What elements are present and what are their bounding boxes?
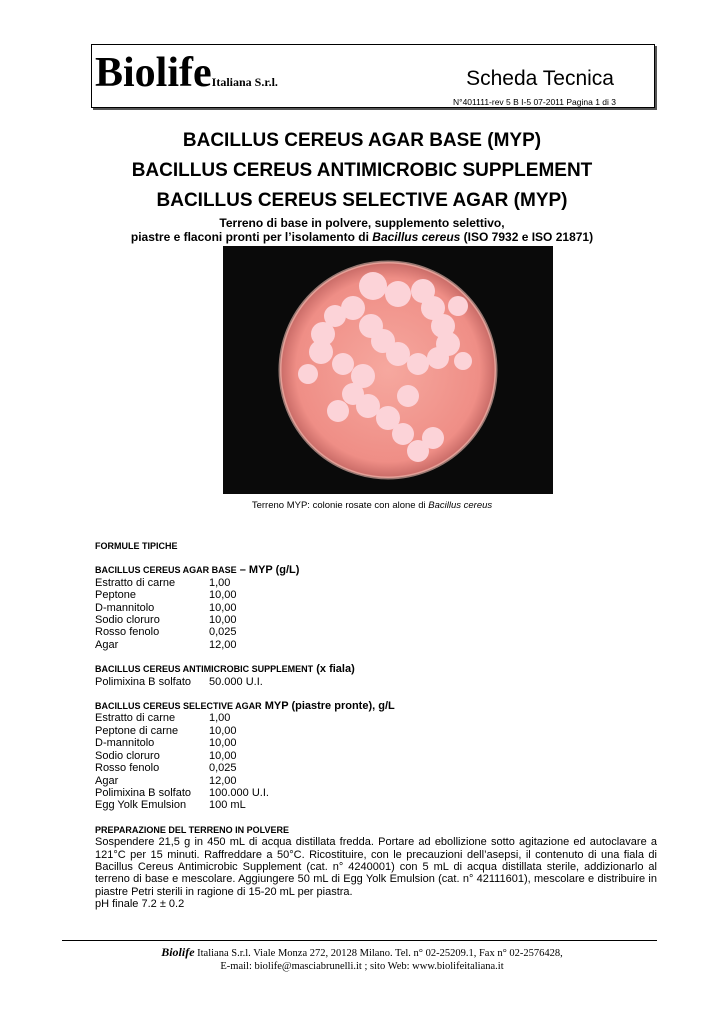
doc-type: Scheda Tecnica	[466, 67, 614, 90]
footer-brand: Biolife	[161, 945, 195, 959]
ingredient-row	[95, 750, 657, 762]
ingredient-amount: 12,00	[209, 638, 237, 651]
ingredient-name: Sodio cloruro	[95, 749, 160, 762]
ingredient-name: Rosso fenolo	[95, 762, 160, 775]
ingredient-amount: 100 mL	[209, 799, 246, 812]
ingredient-amount: 10,00	[209, 749, 237, 762]
ingredient-name: D-mannitolo	[95, 737, 155, 750]
ingredient-row	[95, 602, 657, 614]
caption-text: Terreno MYP: colonie rosate con alone di	[251, 500, 429, 511]
prep-ph: pH finale 7.2 ± 0.2	[95, 898, 185, 911]
petri-dish-photo	[223, 246, 553, 494]
ingredient-name: Estratto di carne	[95, 576, 176, 589]
ingredient-name: Rosso fenolo	[95, 626, 160, 639]
caption-species: Bacillus cereus	[428, 500, 493, 511]
supp-title-unit: (x fiala)	[313, 663, 355, 676]
prep-section	[95, 824, 657, 911]
ingredient-amount: 10,00	[209, 601, 237, 614]
ingredient-amount: 100.000 U.I.	[209, 786, 269, 799]
ingredient-amount: 0,025	[209, 762, 237, 775]
subtitle-2a: piastre e flaconi pronti per l’isolamento di	[130, 230, 373, 244]
section-formule: FORMULE TIPICHE	[95, 541, 178, 551]
ingredient-amount: 1,00	[209, 712, 231, 725]
supp-section	[95, 663, 657, 688]
ingredient-row	[95, 737, 657, 749]
subtitle-2	[0, 230, 724, 244]
ingredient-amount: 10,00	[209, 724, 237, 737]
title-2: BACILLUS CEREUS ANTIMICROBIC SUPPLEMENT	[131, 160, 593, 181]
ingredient-amount: 0,025	[209, 626, 237, 639]
ingredient-row	[95, 799, 657, 811]
sel-title	[95, 700, 657, 712]
sel-title-unit: MYP (piastre pronte), g/L	[261, 700, 395, 713]
sel-title-text: BACILLUS CEREUS SELECTIVE AGAR	[95, 701, 262, 712]
ingredient-row	[95, 712, 657, 724]
ingredient-row	[95, 676, 657, 688]
brand-sub: Italiana S.r.l.	[211, 75, 278, 89]
ingredient-amount: 10,00	[209, 614, 237, 627]
ingredient-row	[95, 762, 657, 774]
supp-title-text: BACILLUS CEREUS ANTIMICROBIC SUPPLEMENT	[95, 664, 314, 675]
prep-title: PREPARAZIONE DEL TERRENO IN POLVERE	[95, 824, 290, 835]
title-3: BACILLUS CEREUS SELECTIVE AGAR (MYP)	[156, 190, 568, 211]
subtitle-2c: (ISO 7932 e ISO 21871)	[460, 230, 594, 244]
sel-section	[95, 700, 657, 812]
base-section	[95, 564, 657, 651]
ingredient-name: Estratto di carne	[95, 712, 176, 725]
ingredient-name: Peptone di carne	[95, 724, 179, 737]
ingredient-row	[95, 589, 657, 601]
ingredient-name: Polimixina B solfato	[95, 786, 191, 799]
doc-ref: N°401111-rev 5 B I-5 07-2011 Pagina 1 di 3	[453, 97, 616, 107]
ingredient-name: Egg Yolk Emulsion	[95, 799, 187, 812]
ingredient-amount: 10,00	[209, 589, 237, 602]
subtitle-1: Terreno di base in polvere, supplemento selettivo,	[219, 216, 505, 230]
subtitle-2b: Bacillus cereus	[372, 230, 461, 244]
footer	[0, 946, 724, 973]
ingredient-name: Polimixina B solfato	[95, 675, 191, 688]
prep-text: Sospendere 21,5 g in 450 mL di acqua distillata fredda. Portare ad ebollizione sotto agitazione ed autoclavare a 121°C per 15 minuti. Raffreddare a 50°C. Ricostituire, con le precauzioni dell’asepsi, il contenuto di una fiala di Bacillus Cereus Antimicrobic Supplement (cat. n° 4240001) con 5 mL di acqua distillata sterile, addizionarlo al terreno di base e mescolare. Aggiungere 50 mL di Egg Yolk Emulsion (cat. n° 42111601), mescolare e distribuire in piastre Petri sterili in ragione di 15-20 mL per piastra.	[95, 836, 657, 898]
ingredient-row	[95, 787, 657, 799]
footer-address: Italiana S.r.l. Viale Monza 272, 20128 Milano. Tel. n° 02-25209.1, Fax n° 02-2576428,	[194, 948, 563, 959]
ingredient-amount: 1,00	[209, 576, 231, 589]
ingredient-name: Agar	[95, 774, 119, 787]
base-title-text: BACILLUS CEREUS AGAR BASE	[95, 565, 237, 576]
footer-line-1	[0, 946, 724, 960]
ingredient-row	[95, 639, 657, 651]
photo-caption	[0, 500, 724, 511]
titles	[0, 126, 724, 244]
footer-line-2: E-mail: biolife@masciabrunelli.it ; sito Web: www.biolifeitaliana.it	[220, 961, 504, 972]
title-1: BACILLUS CEREUS AGAR BASE (MYP)	[182, 130, 542, 151]
ingredient-amount: 10,00	[209, 737, 237, 750]
footer-divider	[62, 940, 657, 941]
ingredient-name: D-mannitolo	[95, 601, 155, 614]
ingredient-name: Sodio cloruro	[95, 614, 160, 627]
ingredient-name: Agar	[95, 638, 119, 651]
base-title	[95, 564, 657, 576]
brand-name: Biolife	[95, 50, 212, 96]
base-title-unit: – MYP (g/L)	[236, 564, 300, 577]
ingredient-name: Peptone	[95, 589, 136, 602]
header-box	[91, 44, 655, 108]
ingredient-amount: 50.000 U.I.	[209, 675, 263, 688]
ingredient-row	[95, 775, 657, 787]
formulas	[95, 540, 657, 911]
ingredient-amount: 12,00	[209, 774, 237, 787]
supp-title	[95, 663, 657, 675]
ingredient-row	[95, 725, 657, 737]
ingredient-row	[95, 626, 657, 638]
ingredient-row	[95, 614, 657, 626]
ingredient-row	[95, 577, 657, 589]
brand-logo	[95, 49, 278, 106]
